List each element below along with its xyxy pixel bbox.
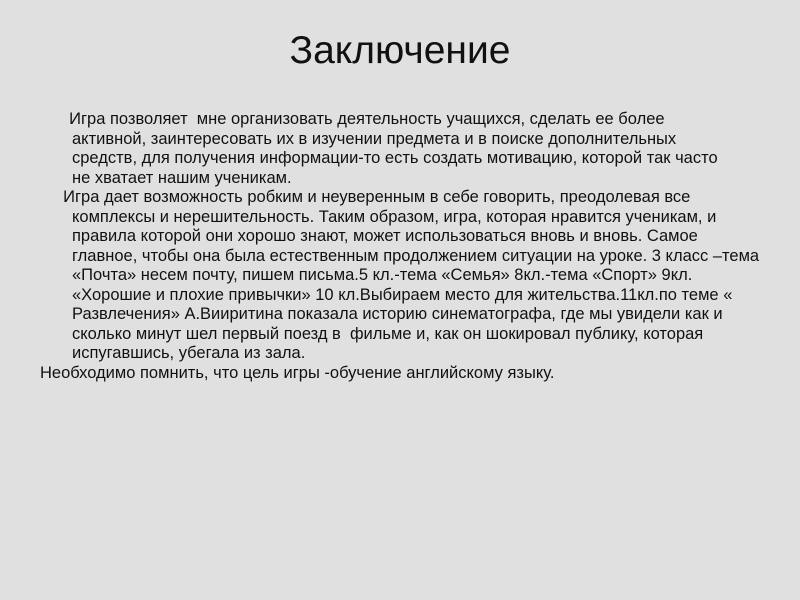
slide-body (40, 110, 764, 383)
slide-title: Заключение (289, 29, 511, 72)
paragraph-game-motivation: Игра позволяет мне организовать деятельность учащихся, сделать ее более активной, заинтересовать их в изучении предмета и в поиске дополнительных средств, для получения информации-то есть создать мотивацию, которой так часто не хватает нашим ученикам. (60, 110, 723, 187)
paragraph-conclusion: Необходимо помнить, что цель игры -обучение английскому языку. (40, 363, 555, 382)
paragraph-game-examples: Игра дает возможность робким и неуверенным в себе говорить, преодолевая все комплексы и нерешительность. Таким образом, игра, которая нравится ученикам, и правила которой они хорошо знают, может использоваться вновь и вновь. Самое главное, чтобы она была естественным продолжением ситуации на уроке. 3 класс –тема «Почта» несем почту, пишем письма.5 кл.-тема «Семья» 8кл.-тема «Спорт» 9кл. «Хорошие и плохие привычки» 10 кл.Выбираем место для жительства.11кл.по теме « Развлечения» А.Вииритина показала историю синематографа, где мы увидели как и сколько минут шел первый поезд в фильме и, как он шокировал публику, которая испугавшись, убегала из зала. (54, 188, 764, 362)
